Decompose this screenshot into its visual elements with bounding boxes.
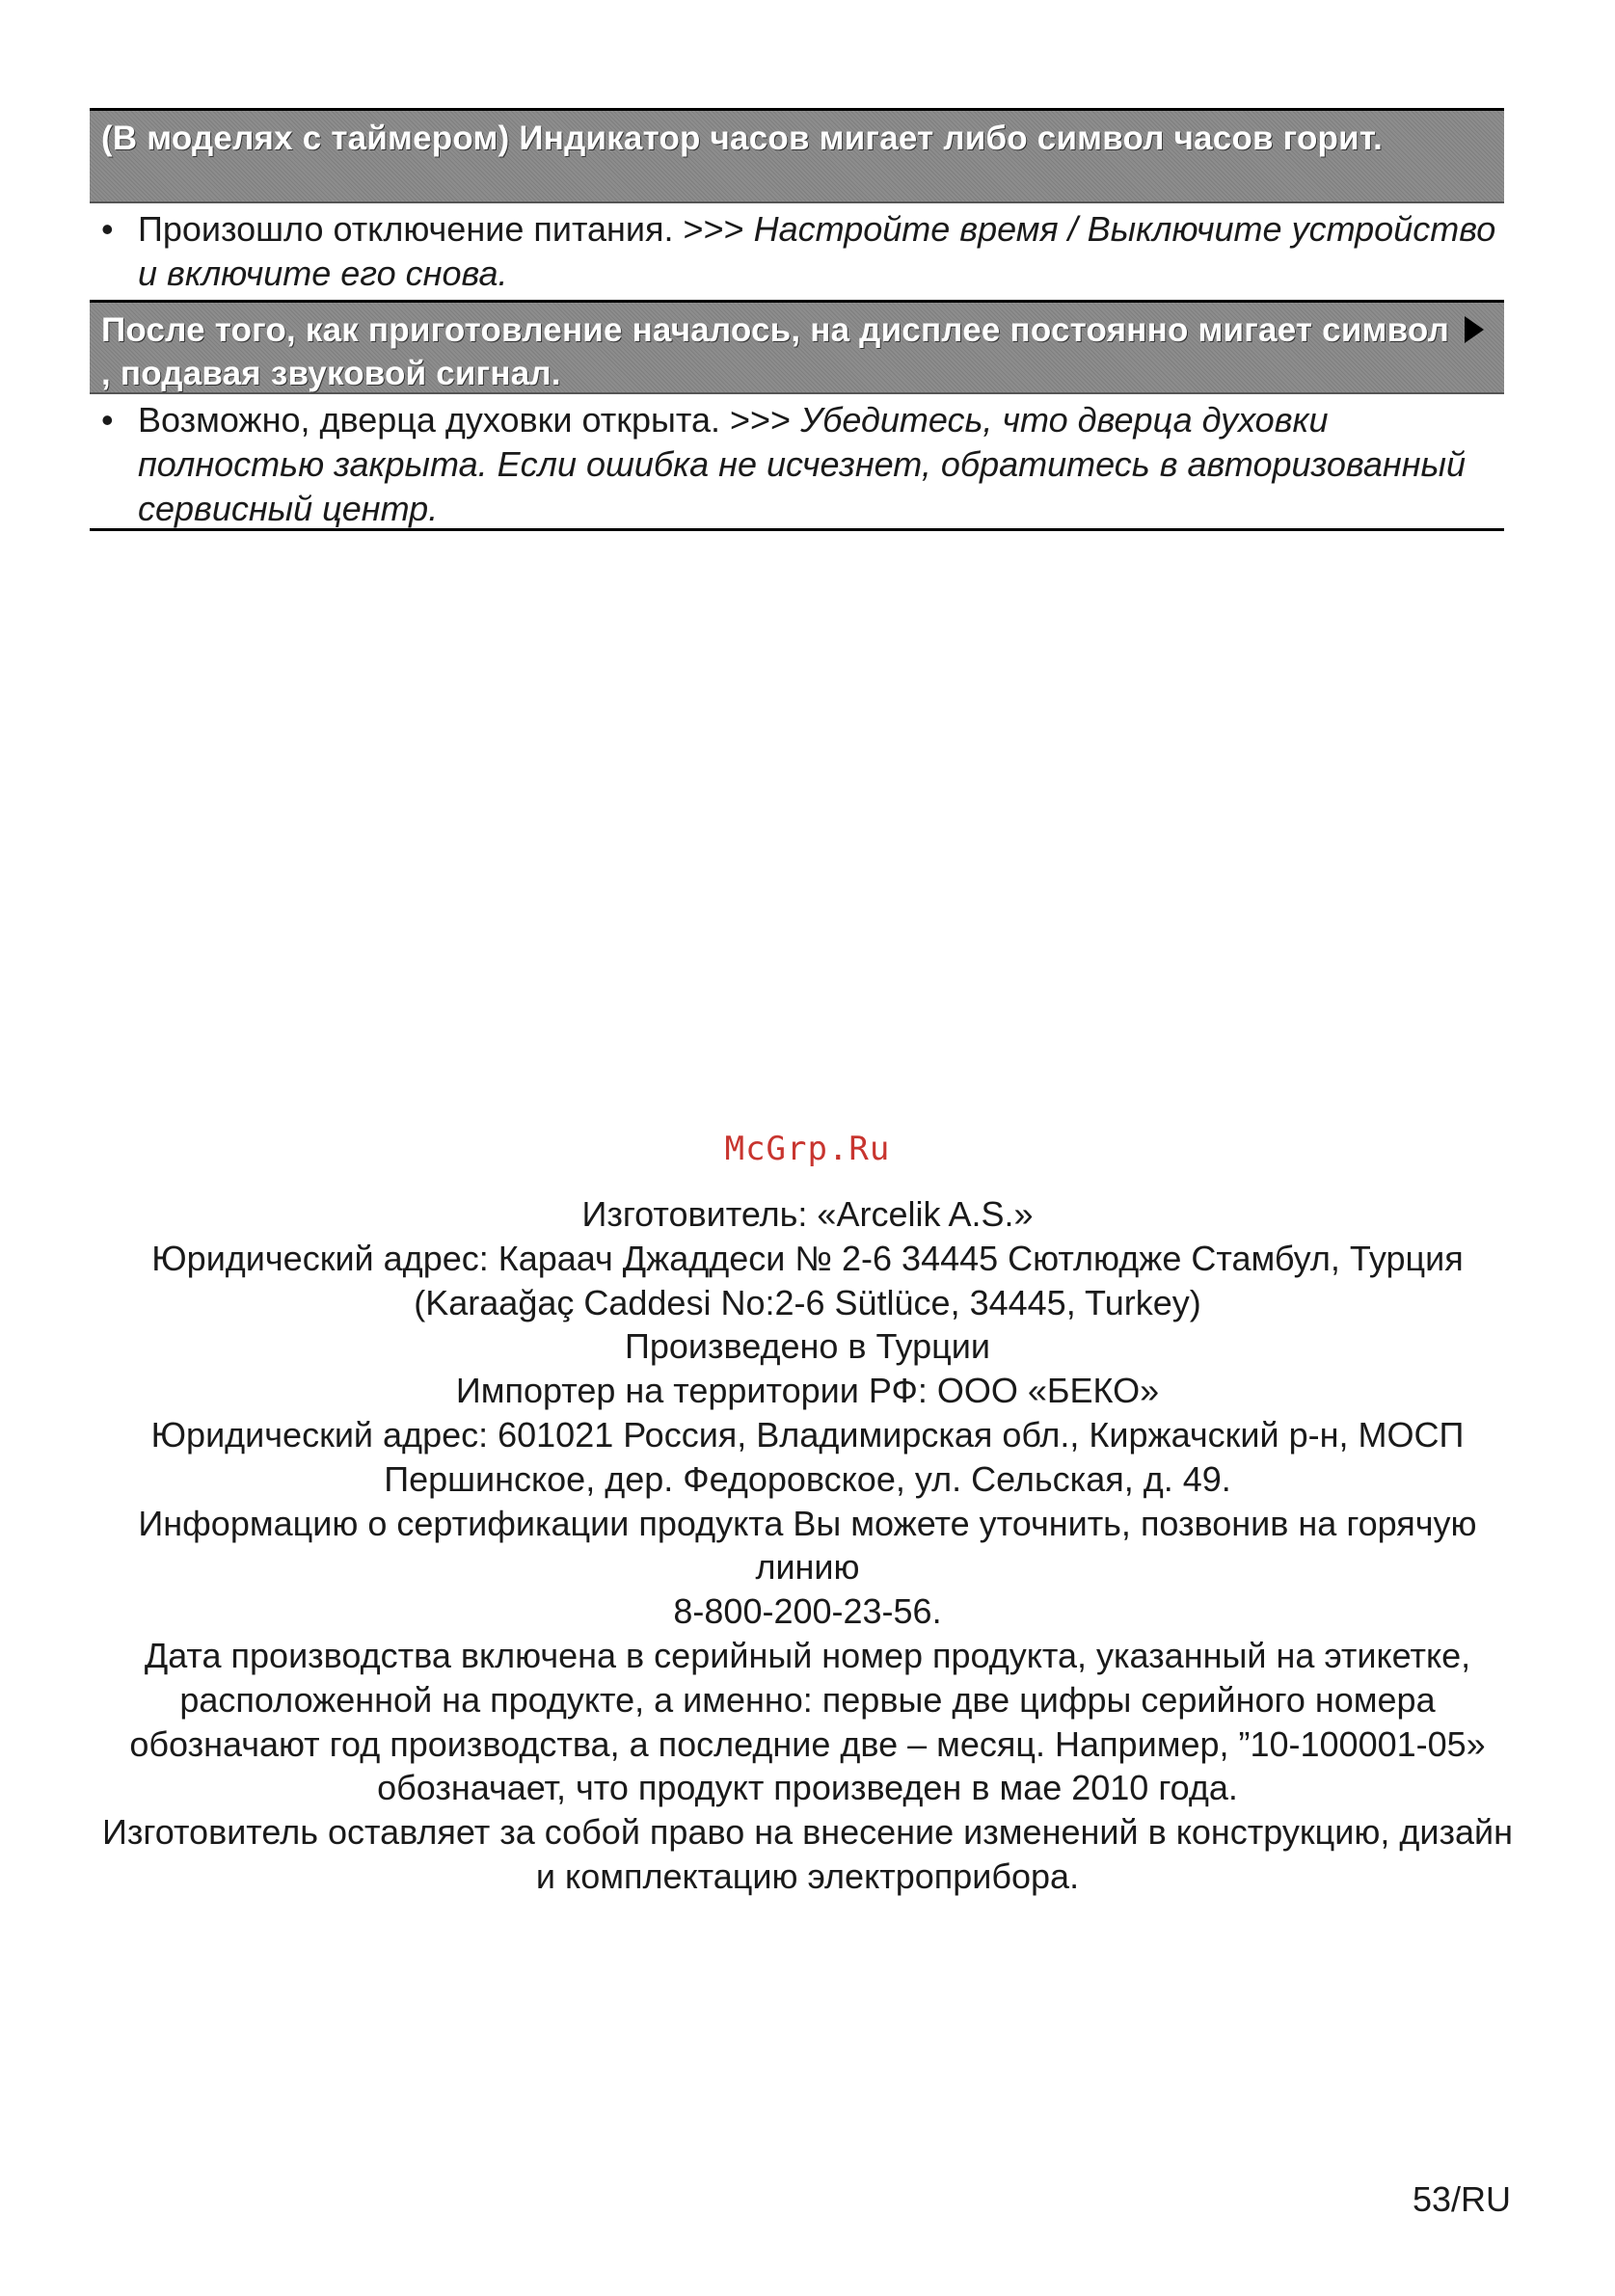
certification-info: Информацию о сертификации продукта Вы можете уточнить, позвонив на горячую линию — [138, 1503, 1477, 1588]
bullet: • — [101, 209, 114, 249]
importer-address: Юридический адрес: 601021 Россия, Владимирская обл., Киржачский р-н, МОСП Першинское, дер. Федоровское, ул. Сельская, д. 49. — [150, 1414, 1465, 1499]
cause-remedy-item — [90, 203, 1504, 300]
cause-text: Возможно, дверца духовки открыта. >>> — [138, 400, 801, 440]
rights-reserved: Изготовитель оставляет за собой право на внесение изменений в конструкцию, дизайн и комплектацию электроприбора. — [102, 1812, 1513, 1896]
problem-header-text-end: , подавая звуковой сигнал. — [101, 355, 561, 392]
made-in: Произведено в Турции — [625, 1326, 990, 1367]
problem-header-text: После того, как приготовление началось, на дисплее постоянно мигает символ — [101, 311, 1459, 349]
watermark: McGrp.Ru — [724, 1130, 891, 1168]
problem-header — [90, 300, 1504, 394]
manufacturer: Изготовитель: «Arcelik A.S.» — [581, 1194, 1034, 1234]
page-number: 53/RU — [1412, 2179, 1511, 2219]
troubleshooting-table — [90, 108, 1504, 531]
bullet: • — [101, 400, 114, 440]
hotline-number: 8-800-200-23-56. — [673, 1591, 942, 1632]
manufacturer-address-latin: (Karaağaç Caddesi No:2-6 Sütlüce, 34445, Turkey) — [414, 1282, 1201, 1322]
play-icon — [1465, 316, 1484, 343]
problem-header-text: (В моделях с таймером) Индикатор часов мигает либо символ часов горит. — [101, 120, 1384, 157]
manufacturer-imprint — [96, 1192, 1519, 1899]
production-date-info: Дата производства включена в серийный номер продукта, указанный на этикетке, расположенной на продукте, а именно: первые две цифры серийного номера обозначают год производства, а последние две – месяц. Например, ”10-100001-05» обозначает, что продукт произведен в мае 2010 года. — [129, 1635, 1486, 1808]
problem-header — [90, 108, 1504, 203]
remedy-text: Убедитесь, что дверца духовки полностью закрыта. Если ошибка не исчезнет, обратитесь в авторизованный сервисный центр. — [138, 400, 1467, 528]
remedy-text: Настройте время / Выключите устройство и включите его снова. — [138, 209, 1496, 293]
cause-remedy-item — [90, 394, 1504, 531]
importer: Импортер на территории РФ: ООО «БЕКО» — [455, 1371, 1160, 1411]
manufacturer-address: Юридический адрес: Караач Джаддеси № 2-6 34445 Сютлюдже Стамбул, Турция — [151, 1238, 1464, 1278]
cause-text: Произошло отключение питания. >>> — [138, 209, 754, 249]
